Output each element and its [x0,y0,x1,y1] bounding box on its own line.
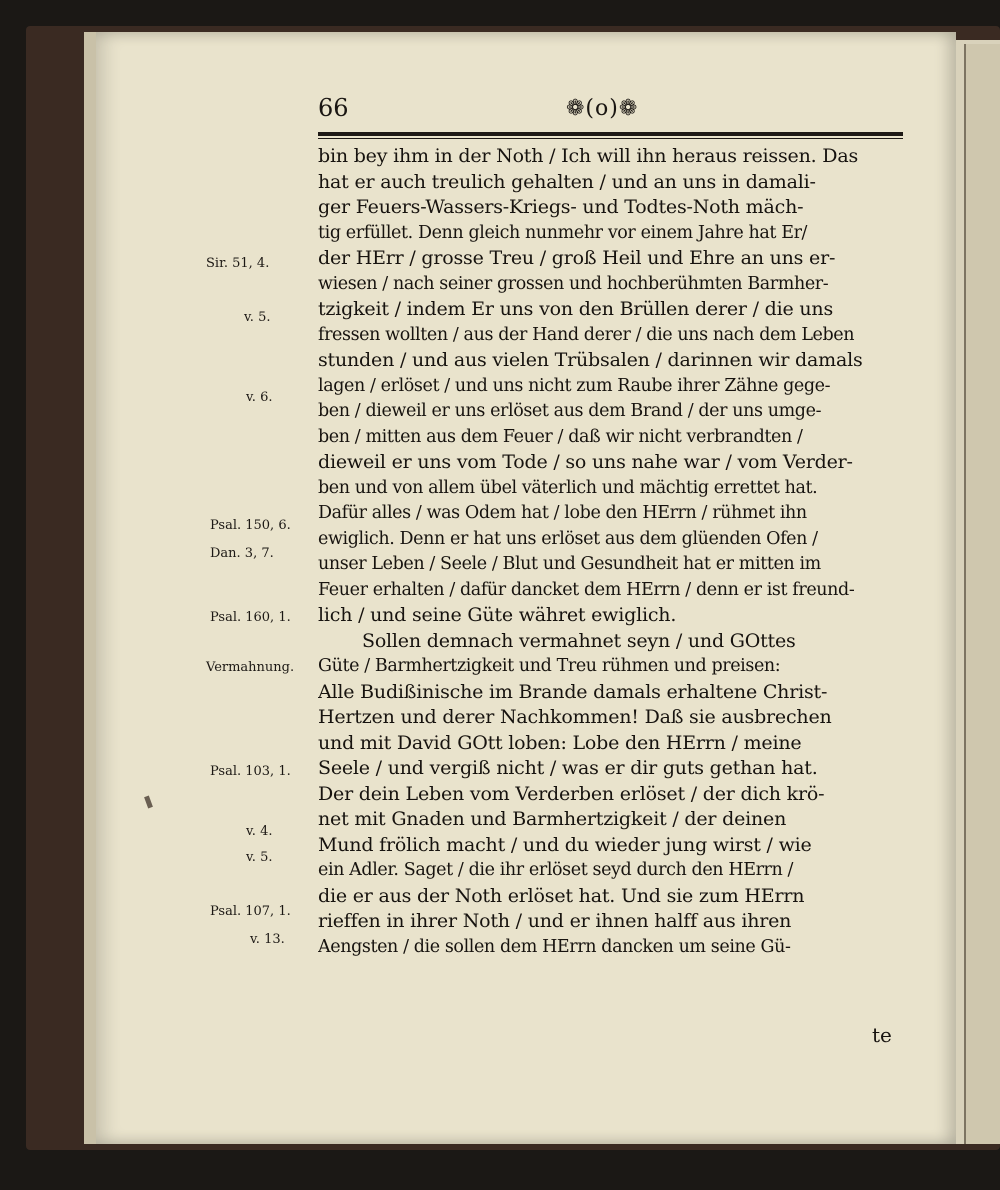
header-rule [318,132,903,136]
margin-note: Psal. 160, 1. [210,610,291,625]
text-line: Sollen demnach vermahnet seyn / und GOttes [362,629,796,652]
text-line: ewiglich. Denn er hat uns erlöset aus dem glüenden Ofen / [318,528,818,549]
text-line: tig erfüllet. Denn gleich nunmehr vor einem Jahre hat Er/ [318,222,808,243]
body-text [318,144,903,960]
page-number: 66 [318,94,349,122]
margin-note: Psal. 107, 1. [210,904,291,919]
text-line: rieffen in ihrer Noth / und er ihnen halff aus ihren [318,910,792,932]
margin-note: v. 6. [246,390,273,405]
text-line: die er aus der Noth erlöset hat. Und sie zum HErrn [318,884,805,907]
text-line: Seele / und vergiß nicht / was er dir guts gethan hat. [318,757,818,779]
facing-page-edge [964,44,1000,1144]
text-line: Hertzen und derer Nachkommen! Daß sie ausbrechen [318,706,832,728]
catchword: te [872,1023,892,1047]
text-line: stunden / und aus vielen Trübsalen / darinnen wir damals [318,349,863,371]
header-ornament: ❁(o)❁ [566,96,639,121]
text-line: Feuer erhalten / dafür dancket dem HErrn / denn er ist freund- [318,579,855,600]
text-line: tzigkeit / indem Er uns von den Brüllen derer / die uns [318,298,833,320]
header-rule-thin [318,138,903,139]
text-line: wiesen / nach seiner grossen und hochberühmten Barmher- [318,273,829,294]
text-line: ben / mitten aus dem Feuer / daß wir nicht verbrandten / [318,426,803,447]
margin-note: Psal. 103, 1. [210,764,291,779]
margin-note: v. 13. [250,932,285,947]
text-line: ben / dieweil er uns erlöset aus dem Brand / der uns umge- [318,401,822,421]
text-line: hat er auch treulich gehalten / und an uns in damali- [318,170,816,193]
margin-note: v. 4. [246,824,273,839]
text-line: und mit David GOtt loben: Lobe den HErrn / meine [318,731,802,754]
text-line: net mit Gnaden und Barmhertzigkeit / der deinen [318,808,787,830]
page-header [318,94,903,138]
margin-note: Dan. 3, 7. [210,546,274,561]
margin-note: v. 5. [246,850,273,865]
text-line: Aengsten / die sollen dem HErrn dancken um seine Gü- [318,936,791,957]
text-line: fressen wollten / aus der Hand derer / die uns nach dem Leben [318,324,855,345]
text-line: dieweil er uns vom Tode / so uns nahe war / vom Verder- [318,451,853,473]
text-line: Güte / Barmhertzigkeit und Treu rühmen und preisen: [318,656,781,676]
text-line: Dafür alles / was Odem hat / lobe den HErrn / rühmet ihn [318,503,807,523]
text-line: lich / und seine Güte währet ewiglich. [318,604,677,626]
margin-note: Sir. 51, 4. [206,256,270,271]
text-line: ben und von allem übel väterlich und mächtig errettet hat. [318,477,818,498]
text-line: ein Adler. Saget / die ihr erlöset seyd durch den HErrn / [318,860,794,880]
text-line: Mund frölich macht / und du wieder jung wirst / wie [318,833,812,856]
text-line: ger Feuers-Wassers-Kriegs- und Todtes-Noth mäch- [318,196,804,218]
margin-note: Psal. 150, 6. [210,518,291,533]
margin-note: Vermahnung. [206,660,295,675]
text-line: Der dein Leben vom Verderben erlöset / der dich krö- [318,782,825,805]
text-line: bin bey ihm in der Noth / Ich will ihn heraus reissen. Das [318,145,859,167]
text-line: lagen / erlöset / und uns nicht zum Raube ihrer Zähne gege- [318,375,831,396]
text-line: der HErr / grosse Treu / groß Heil und Ehre an uns er- [318,247,836,269]
text-line: Alle Budißinische im Brande damals erhaltene Christ- [318,680,828,703]
text-line: unser Leben / Seele / Blut und Gesundheit hat er mitten im [318,554,821,574]
margin-note: v. 5. [244,310,271,325]
